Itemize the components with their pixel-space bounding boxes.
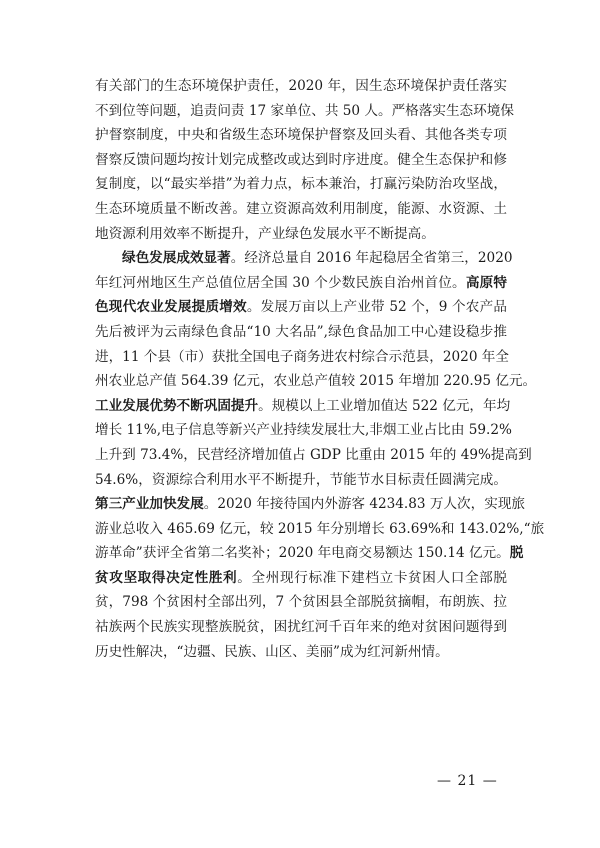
bold-heading-text: 脱	[509, 545, 524, 562]
text-line	[95, 590, 507, 615]
text-line	[95, 443, 532, 468]
body-text-segment: 生态环境质量不断改善。建立资源高效利用制度，能源、水资源、土	[95, 200, 507, 217]
text-line	[95, 123, 507, 148]
bold-heading-text: 色现代农业发展提质增效	[95, 299, 247, 316]
page-number: — 21 —	[437, 773, 498, 789]
body-text-segment: 。全州现行标准下建档立卡贫困人口全部脱	[237, 569, 508, 586]
body-text-segment: 进，11 个县（市）获批全国电子商务进农村综合示范县，2020 年全	[95, 348, 509, 365]
body-text-segment: 有关部门的生态环境保护责任，2020 年，因生态环境保护责任落实	[95, 78, 507, 94]
body-text-segment: 。2020 年接待国内外游客 4234.83 万人次，实现旅	[203, 496, 526, 513]
body-text-segment: 。规模以上工业增加值达 522 亿元，年均	[258, 397, 511, 414]
body-text-segment: 年红河州地区生产总值位居全国 30 个少数民族自治州首位。	[95, 274, 466, 291]
body-text-segment: 游业总收入 465.69 亿元，较 2015 年分别增长 63.69%和 143.02%,“旅	[95, 520, 545, 537]
text-line	[95, 394, 511, 419]
text-line	[95, 566, 507, 591]
body-text	[95, 74, 545, 664]
bold-heading-text: 高原特	[465, 274, 507, 291]
text-line	[95, 99, 514, 124]
text-line	[95, 271, 507, 296]
body-text-segment: 督察反馈问题均按计划完成整改或达到时序进度。健全生态保护和修	[95, 151, 507, 168]
bold-heading-text: 绿色发展成效显著	[122, 250, 231, 267]
text-line	[95, 197, 507, 222]
body-text-segment: 护督察制度，中央和省级生态环境保护督察及回头看、其他各类专项	[95, 127, 507, 144]
text-line	[95, 418, 512, 443]
body-text-segment: 不到位等问题，追责问责 17 家单位、共 50 人。严格落实生态环境保	[95, 102, 514, 119]
text-line	[95, 148, 507, 173]
text-line	[95, 492, 526, 517]
text-line	[95, 222, 507, 247]
body-text-segment: 上升到 73.4%，民营经济增加值占 GDP 比重由 2015 年的 49%提高到	[95, 446, 532, 463]
body-text-segment: 增长 11%,电子信息等新兴产业持续发展壮大,非烟工业占比由 59.2%	[95, 422, 512, 439]
body-text-segment: 。发展万亩以上产业带 52 个，9 个农产品	[246, 299, 507, 316]
bold-heading-text: 第三产业加快发展	[95, 496, 204, 513]
body-text-segment: 州农业总产值 564.39 亿元，农业总产值较 2015 年增加 220.95 亿元。	[95, 373, 537, 390]
text-line	[95, 615, 507, 640]
body-text-segment: 地资源利用效率不断提升，产业绿色发展水平不断提高。	[95, 225, 435, 242]
body-text-segment: 54.6%，资源综合利用水平不断提升，节能节水目标责任圆满完成。	[95, 471, 507, 488]
text-line	[95, 295, 507, 320]
bold-heading-text: 贫攻坚取得决定性胜利	[95, 569, 238, 586]
body-text-segment: 先后被评为云南绿色食品“10 大名品”,绿色食品加工中心建设稳步推	[95, 323, 507, 340]
body-text-segment: 祜族两个民族实现整族脱贫，困扰红河千百年来的绝对贫困问题得到	[95, 619, 507, 636]
text-line	[95, 640, 507, 665]
text-line	[95, 246, 513, 271]
text-line	[95, 369, 537, 394]
body-text-segment: 历史性解决，“边疆、民族、山区、美丽”成为红河新州情。	[95, 643, 449, 660]
text-line	[95, 345, 507, 370]
body-text-segment: 复制度，以“最实举措”为着力点，标本兼治，打赢污染防治攻坚战，	[95, 176, 507, 193]
text-line	[95, 172, 507, 197]
text-line	[95, 74, 507, 99]
body-text-segment: 。经济总量自 2016 年起稳居全省第三，2020	[230, 250, 513, 267]
text-line	[95, 320, 507, 345]
body-text-segment: 贫，798 个贫困村全部出列，7 个贫困县全部脱贫摘帽，布朗族、拉	[95, 594, 507, 611]
text-line	[95, 517, 545, 542]
text-line	[95, 541, 524, 566]
bold-heading-text: 工业发展优势不断巩固提升	[95, 397, 259, 414]
text-line	[95, 468, 507, 493]
body-text-segment: 游革命”获评全省第二名奖补；2020 年电商交易额达 150.14 亿元。	[95, 545, 510, 562]
